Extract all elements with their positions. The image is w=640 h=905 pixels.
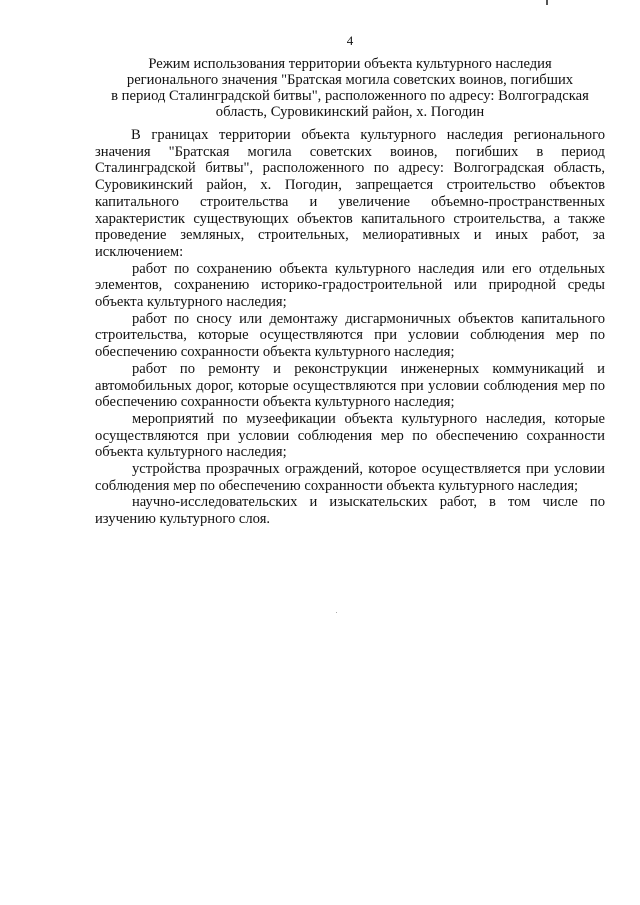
title-line: Режим использования территории объекта культурного наследия (148, 56, 552, 72)
title-line: регионального значения "Братская могила советских воинов, погибших (126, 72, 574, 88)
page-number: 4 (346, 33, 354, 48)
scan-speck (336, 612, 337, 613)
document-title (95, 56, 605, 120)
intro-paragraph: В границах территории объекта культурного наследия регионального значения "Братская могила советских воинов, погибших в период Сталинградской битвы", расположенного по адресу: Волгоградская область, Суровикинский район, х. Погодин, запрещается строительство объектов капитального строительства и увеличение объемно-пространственных характеристик существующих объектов капитального строительства, а также проведение земляных, строительных, мелиоративных и иных работ, за исключением: (95, 127, 605, 260)
title-line: в период Сталинградской битвы", расположенного по адресу: Волгоградская (111, 88, 589, 104)
scan-corner-mark (546, 0, 548, 5)
exception-item: мероприятий по музеефикации объекта культурного наследия, которые осуществляются при условии соблюдения мер по обеспечению сохранности объекта культурного наследия; (95, 410, 605, 461)
document-body (95, 127, 605, 528)
exception-item: работ по ремонту и реконструкции инженерных коммуникаций и автомобильных дорог, которые осуществляются при условии соблюдения мер по обеспечению сохранности объекта культурного наследия; (95, 360, 605, 411)
exception-item: работ по сносу или демонтажу дисгармоничных объектов капитального строительства, которые осуществляются при условии соблюдения мер по обеспечению сохранности объекта культурного наследия; (95, 310, 605, 361)
title-line: область, Суровикинский район, х. Погодин (215, 104, 485, 120)
exception-item: научно-исследовательских и изыскательских работ, в том числе по изучению культурного слоя. (95, 494, 605, 528)
exception-item: устройства прозрачных ограждений, которое осуществляется при условии соблюдения мер по обеспечению сохранности объекта культурного наследия; (95, 461, 605, 494)
exception-item: работ по сохранению объекта культурного наследия или его отдельных элементов, сохранению историко-градостроительной или природной среды объекта культурного наследия; (95, 260, 605, 311)
